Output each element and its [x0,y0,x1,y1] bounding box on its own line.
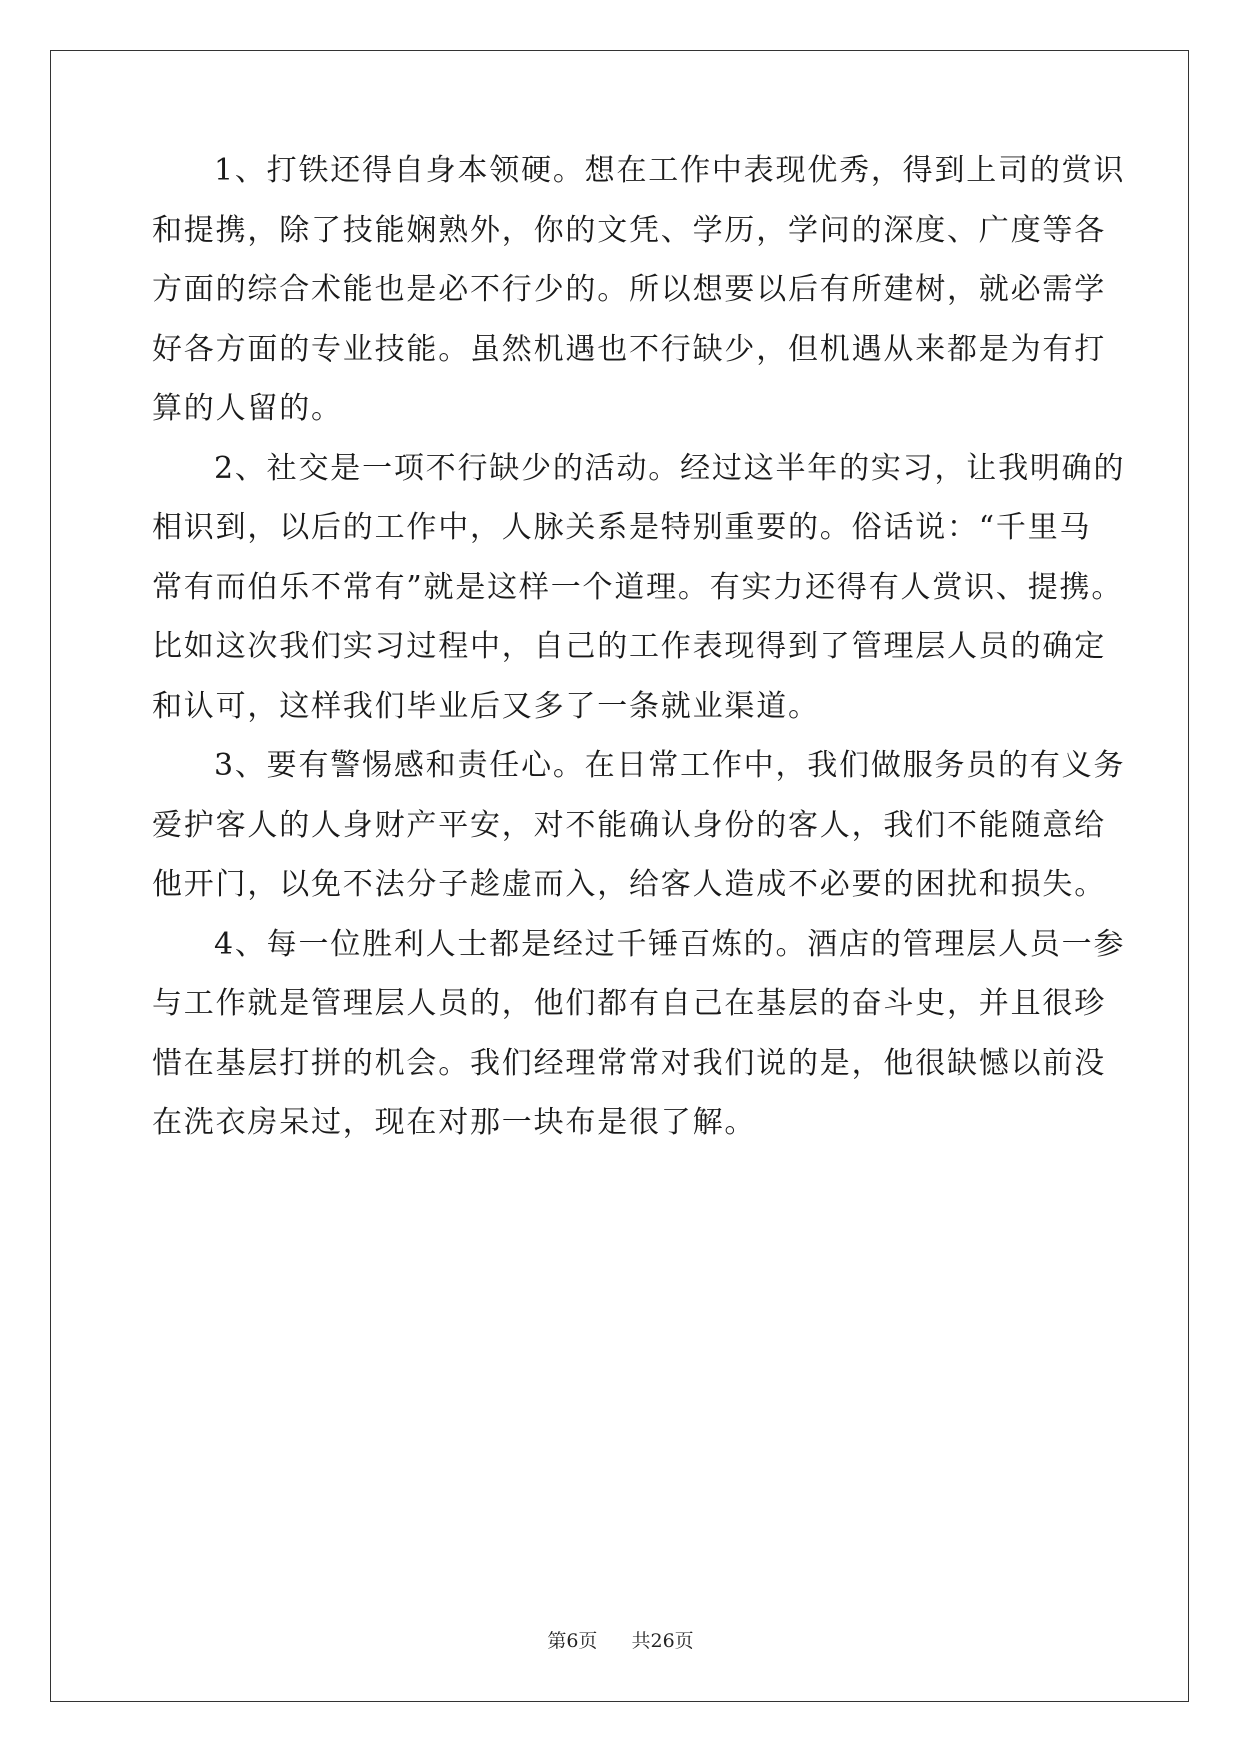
paragraph-line: 3、要有警惕感和责任心。在日常工作中，我们做服务员的有义务 [214,748,1126,783]
page-total: 共26页 [631,1630,694,1652]
document-body [152,152,1126,1164]
paragraph-3 [152,725,1126,926]
paragraph-line: 常有而伯乐不常有”就是这样一个道理。有实力还得有人赏识、提携。 [152,569,1124,605]
paragraph-line: 2、社交是一项不行缺少的活动。经过这半年的实习，让我明确的 [214,450,1126,486]
paragraph-line: 方面的综合术能也是必不行少的。所以想要以后有所建树，就必需学 [152,272,1106,307]
paragraph-4 [152,904,1126,1164]
paragraph-line: 算的人留的。 [152,391,343,426]
paragraph-line: 好各方面的专业技能。虽然机遇也不行缺少，但机遇从来都是为有打 [152,331,1106,367]
paragraph-line: 与工作就是管理层人员的，他们都有自己在基层的奋斗史，并且很珍 [152,986,1106,1021]
paragraph-line: 和认可，这样我们毕业后又多了一条就业渠道。 [152,688,820,724]
paragraph-line: 爱护客人的人身财产平安，对不能确认身份的客人，我们不能随意给 [152,807,1106,843]
paragraph-line: 他开门，以免不法分子趁虚而入，给客人造成不必要的困扰和损失。 [152,867,1106,902]
page-footer [0,1626,1241,1653]
paragraph-line: 4、每一位胜利人士都是经过千锤百炼的。酒店的管理层人员一参 [214,926,1126,962]
paragraph-line: 在洗衣房呆过，现在对那一块布是很了解。 [152,1105,757,1140]
paragraph-line: 惜在基层打拼的机会。我们经理常常对我们说的是，他很缺憾以前没 [152,1045,1106,1081]
paragraph-line: 和提携，除了技能娴熟外，你的文凭、学历，学问的深度、广度等各 [152,212,1106,248]
paragraph-2 [152,428,1126,748]
paragraph-line: 相识到，以后的工作中，人脉关系是特别重要的。俗话说：“千里马 [152,510,1092,545]
paragraph-line: 比如这次我们实习过程中，自己的工作表现得到了管理层人员的确定 [152,629,1106,664]
paragraph-line: 1、打铁还得自身本领硬。想在工作中表现优秀，得到上司的赏识 [214,153,1126,188]
paragraph-1 [152,130,1126,450]
page-number: 第6页 [547,1630,598,1652]
